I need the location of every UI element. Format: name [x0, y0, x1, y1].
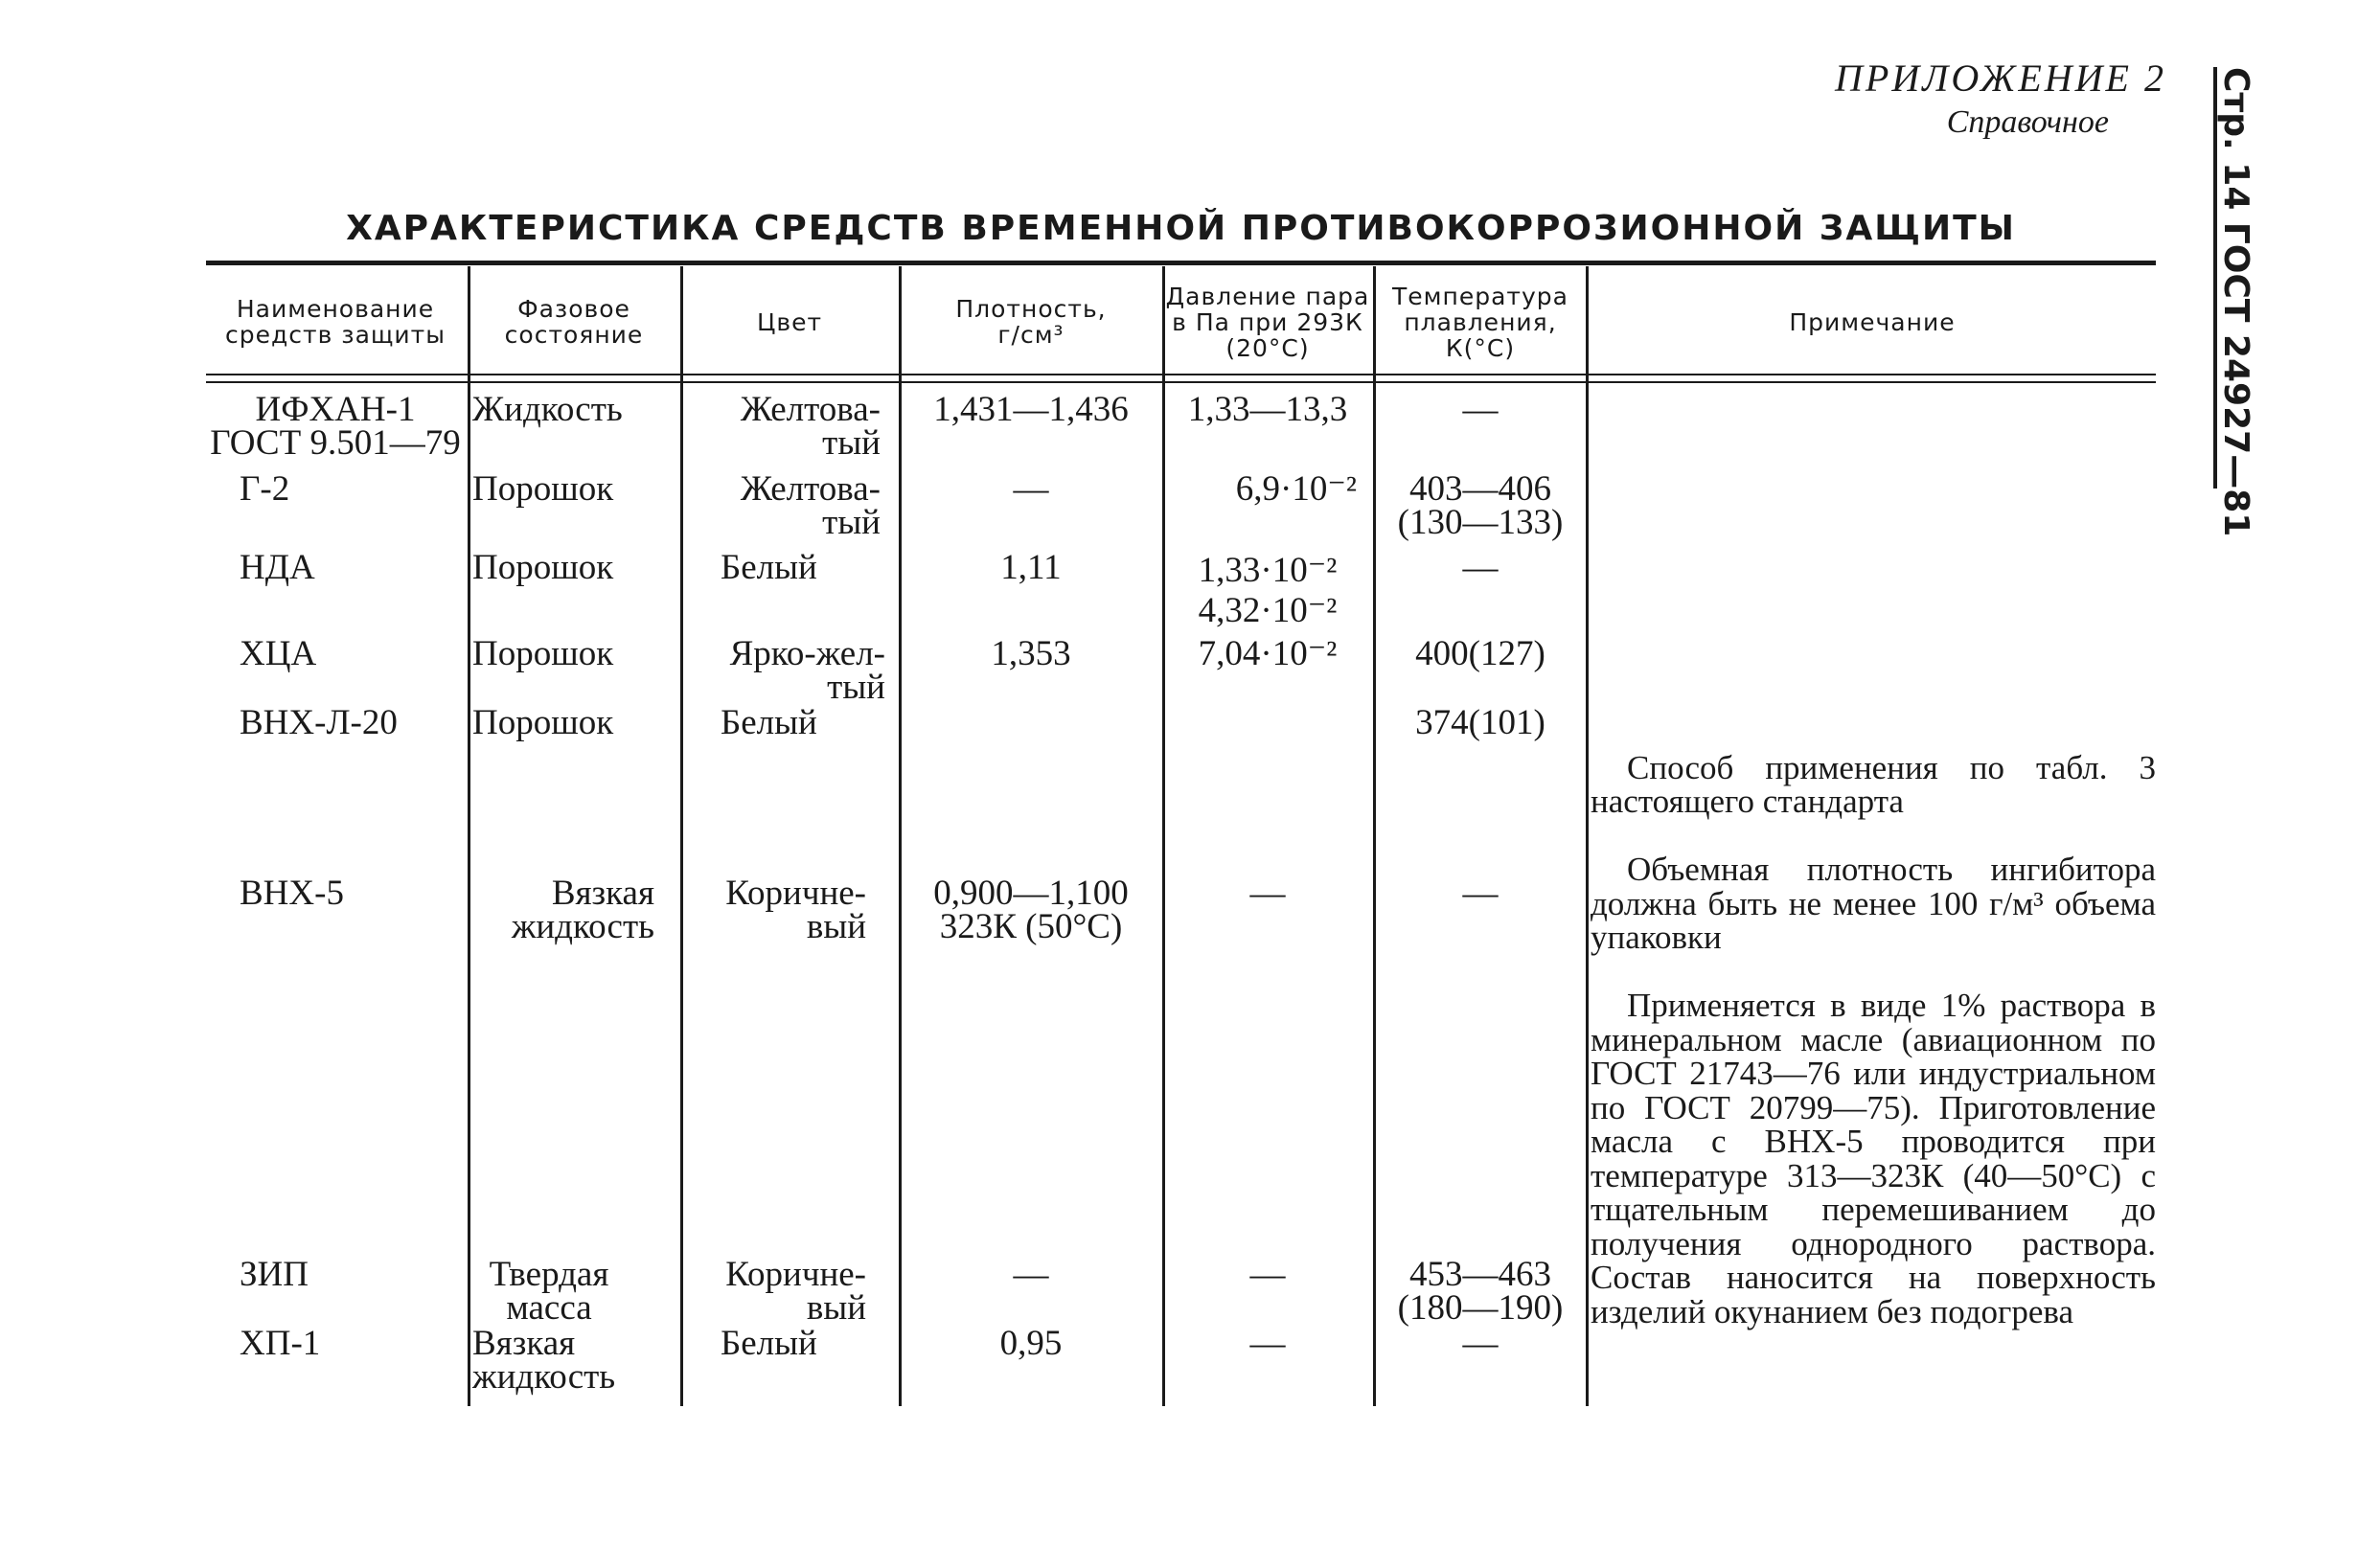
cell-phase: Порошок: [472, 469, 614, 509]
cell-name: Г-2: [240, 469, 290, 509]
cell-name: ХП-1: [240, 1324, 321, 1363]
cell-phase: Вязкая жидкость: [472, 1324, 616, 1397]
appendix-title: ПРИЛОЖЕНИЕ 2: [1835, 57, 2166, 100]
cell-pressure: 6,9·10⁻²: [1235, 469, 1357, 509]
side-header-text: Стр. 14 ГОСТ 24927—81: [2216, 67, 2255, 537]
cell-pressure: 1,33·10⁻² 4,32·10⁻²: [1198, 551, 1338, 630]
cell-color: Белый: [721, 548, 817, 587]
cell-color: Ярко-жел- тый: [729, 634, 885, 707]
header-bottom-rule: [206, 374, 2156, 375]
cell-color: Коричне- вый: [725, 1255, 866, 1328]
col-divider: [899, 266, 902, 1406]
cell-phase: Твердая масса: [489, 1255, 609, 1328]
header-phase: Фазовое состояние: [504, 295, 644, 349]
cell-temp: —: [1462, 390, 1499, 429]
header-pressure: Давление пара в Па при 293К (20°С): [1165, 282, 1370, 362]
cell-temp: 453—463 (180—190): [1397, 1255, 1564, 1328]
col-divider: [1586, 266, 1589, 1406]
cell-density: 0,900—1,100 323К (50°С): [933, 874, 1129, 946]
cell-temp: —: [1462, 1324, 1499, 1363]
cell-density: 1,11: [1000, 548, 1062, 587]
cell-color: Белый: [721, 703, 817, 742]
header-name: Наименование средств защиты: [225, 295, 446, 349]
col-divider: [1373, 266, 1376, 1406]
cell-temp: 400(127): [1415, 634, 1545, 673]
cell-pressure: 7,04·10⁻²: [1198, 634, 1338, 673]
header-note: Примечание: [1789, 307, 1956, 336]
side-header: [2213, 67, 2280, 537]
col-divider: [1162, 266, 1165, 1406]
table-title: ХАРАКТЕРИСТИКА СРЕДСТВ ВРЕМЕННОЙ ПРОТИВОКОРРОЗИОННОЙ ЗАЩИТЫ: [346, 209, 2016, 248]
cell-color: Белый: [721, 1324, 817, 1363]
cell-name: НДА: [240, 548, 315, 587]
cell-color: Желтова- тый: [740, 390, 881, 463]
appendix-block: [1835, 56, 2166, 141]
cell-name: ЗИП: [240, 1255, 309, 1294]
cell-color: Коричне- вый: [725, 874, 866, 946]
cell-temp: 374(101): [1415, 703, 1545, 742]
cell-temp: —: [1462, 874, 1499, 913]
header-temp: Температура плавления, К(°С): [1392, 282, 1568, 362]
cell-density: —: [1013, 469, 1049, 509]
cell-phase: Порошок: [472, 548, 614, 587]
cell-density: —: [1013, 1255, 1049, 1294]
cell-density: 0,95: [999, 1324, 1063, 1363]
cell-phase: Порошок: [472, 703, 614, 742]
cell-pressure: —: [1249, 1255, 1286, 1294]
cell-pressure: 1,33—13,3: [1187, 390, 1348, 429]
header-density: Плотность, г/см³: [955, 295, 1107, 349]
cell-phase: Жидкость: [472, 390, 623, 429]
cell-name: ВНХ-Л-20: [240, 703, 398, 742]
col-divider: [468, 266, 470, 1406]
cell-density: 1,353: [991, 634, 1071, 673]
table-top-rule: [206, 261, 2156, 265]
col-divider: [680, 266, 683, 1406]
cell-name: ВНХ-5: [240, 874, 344, 913]
header-color: Цвет: [756, 307, 823, 336]
appendix-subtitle: Справочное: [1946, 104, 2109, 140]
note-text: [1591, 716, 2156, 1363]
cell-color: Желтова- тый: [740, 469, 881, 542]
note-paragraph: Способ применения по табл. 3 настоящего стандарта: [1591, 748, 2156, 820]
header-bottom-rule-double: [206, 381, 2156, 383]
cell-temp: —: [1462, 548, 1499, 587]
cell-name: ИФХАН-1 ГОСТ 9.501—79: [210, 390, 461, 463]
cell-phase: Вязкая жидкость: [511, 874, 654, 946]
note-paragraph: Применяется в виде 1% раствора в минеральном масле (авиационном по ГОСТ 21743—76 или индустриальном по ГОСТ 20799—75). Приготовление масла с ВНХ-5 проводится при температуре 313—323К (40—50°С) с тщательным перемешиванием до получения однородного раствора. Состав наносится на поверхность изделий окунанием без подогрева: [1591, 987, 2156, 1330]
cell-phase: Порошок: [472, 634, 614, 673]
cell-pressure: —: [1249, 1324, 1286, 1363]
cell-density: 1,431—1,436: [933, 390, 1129, 429]
cell-name: ХЦА: [240, 634, 317, 673]
cell-temp: 403—406 (130—133): [1397, 469, 1564, 542]
note-paragraph: Объемная плотность ингибитора должна быть не менее 100 г/м³ объема упаковки: [1591, 851, 2156, 956]
cell-pressure: —: [1249, 874, 1286, 913]
